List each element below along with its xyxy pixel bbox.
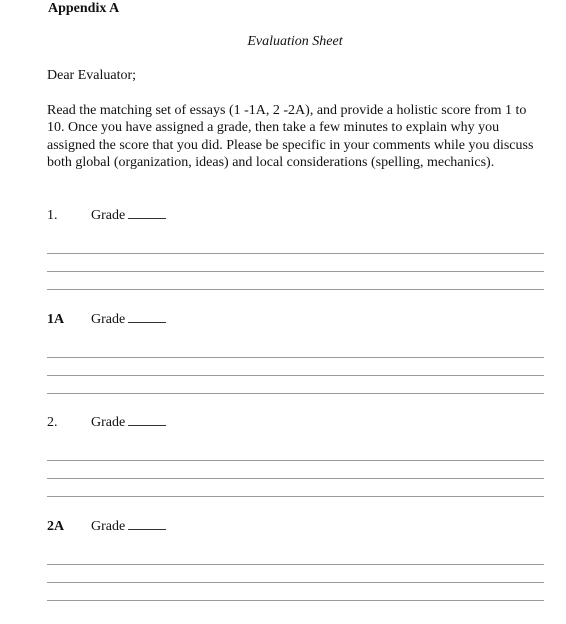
grade-blank[interactable] (128, 517, 166, 530)
comment-line (47, 271, 544, 272)
comment-lines[interactable] (47, 564, 544, 601)
comment-line (47, 582, 544, 583)
essay-label: 2. (47, 415, 58, 430)
comment-line (47, 564, 544, 565)
grade-label: Grade (91, 312, 126, 327)
grade-label: Grade (91, 415, 126, 430)
comment-line (47, 460, 544, 461)
essay-section-1a (47, 310, 544, 394)
instructions-paragraph: Read the matching set of essays (1 -1A, 2 -2A), and provide a holistic score from 1 to 10. Once you have assigned a grade, then take a few minutes to explain why you assigned the score that you did. Please be specific in your comments while you discuss both global (organization, ideas) and local considerations (spelling, mechanics). (47, 103, 534, 171)
comment-line (47, 357, 544, 358)
essay-section-2a (47, 517, 544, 601)
appendix-heading: Appendix A (48, 1, 120, 16)
comment-line (47, 600, 544, 601)
essay-label: 1. (47, 208, 58, 223)
document-title: Evaluation Sheet (247, 34, 343, 49)
comment-lines[interactable] (47, 357, 544, 394)
grade-label: Grade (91, 208, 126, 223)
essay-label: 2A (47, 519, 65, 534)
essay-section-1 (47, 206, 544, 290)
salutation: Dear Evaluator; (47, 68, 137, 83)
comment-line (47, 393, 544, 394)
grade-label: Grade (91, 519, 126, 534)
comment-lines[interactable] (47, 253, 544, 290)
comment-lines[interactable] (47, 460, 544, 497)
comment-line (47, 496, 544, 497)
grade-blank[interactable] (128, 310, 166, 323)
grade-blank[interactable] (128, 413, 166, 426)
comment-line (47, 289, 544, 290)
grade-blank[interactable] (128, 206, 166, 219)
comment-line (47, 375, 544, 376)
essay-label: 1A (47, 312, 65, 327)
essay-section-2 (47, 413, 544, 497)
comment-line (47, 478, 544, 479)
comment-line (47, 253, 544, 254)
